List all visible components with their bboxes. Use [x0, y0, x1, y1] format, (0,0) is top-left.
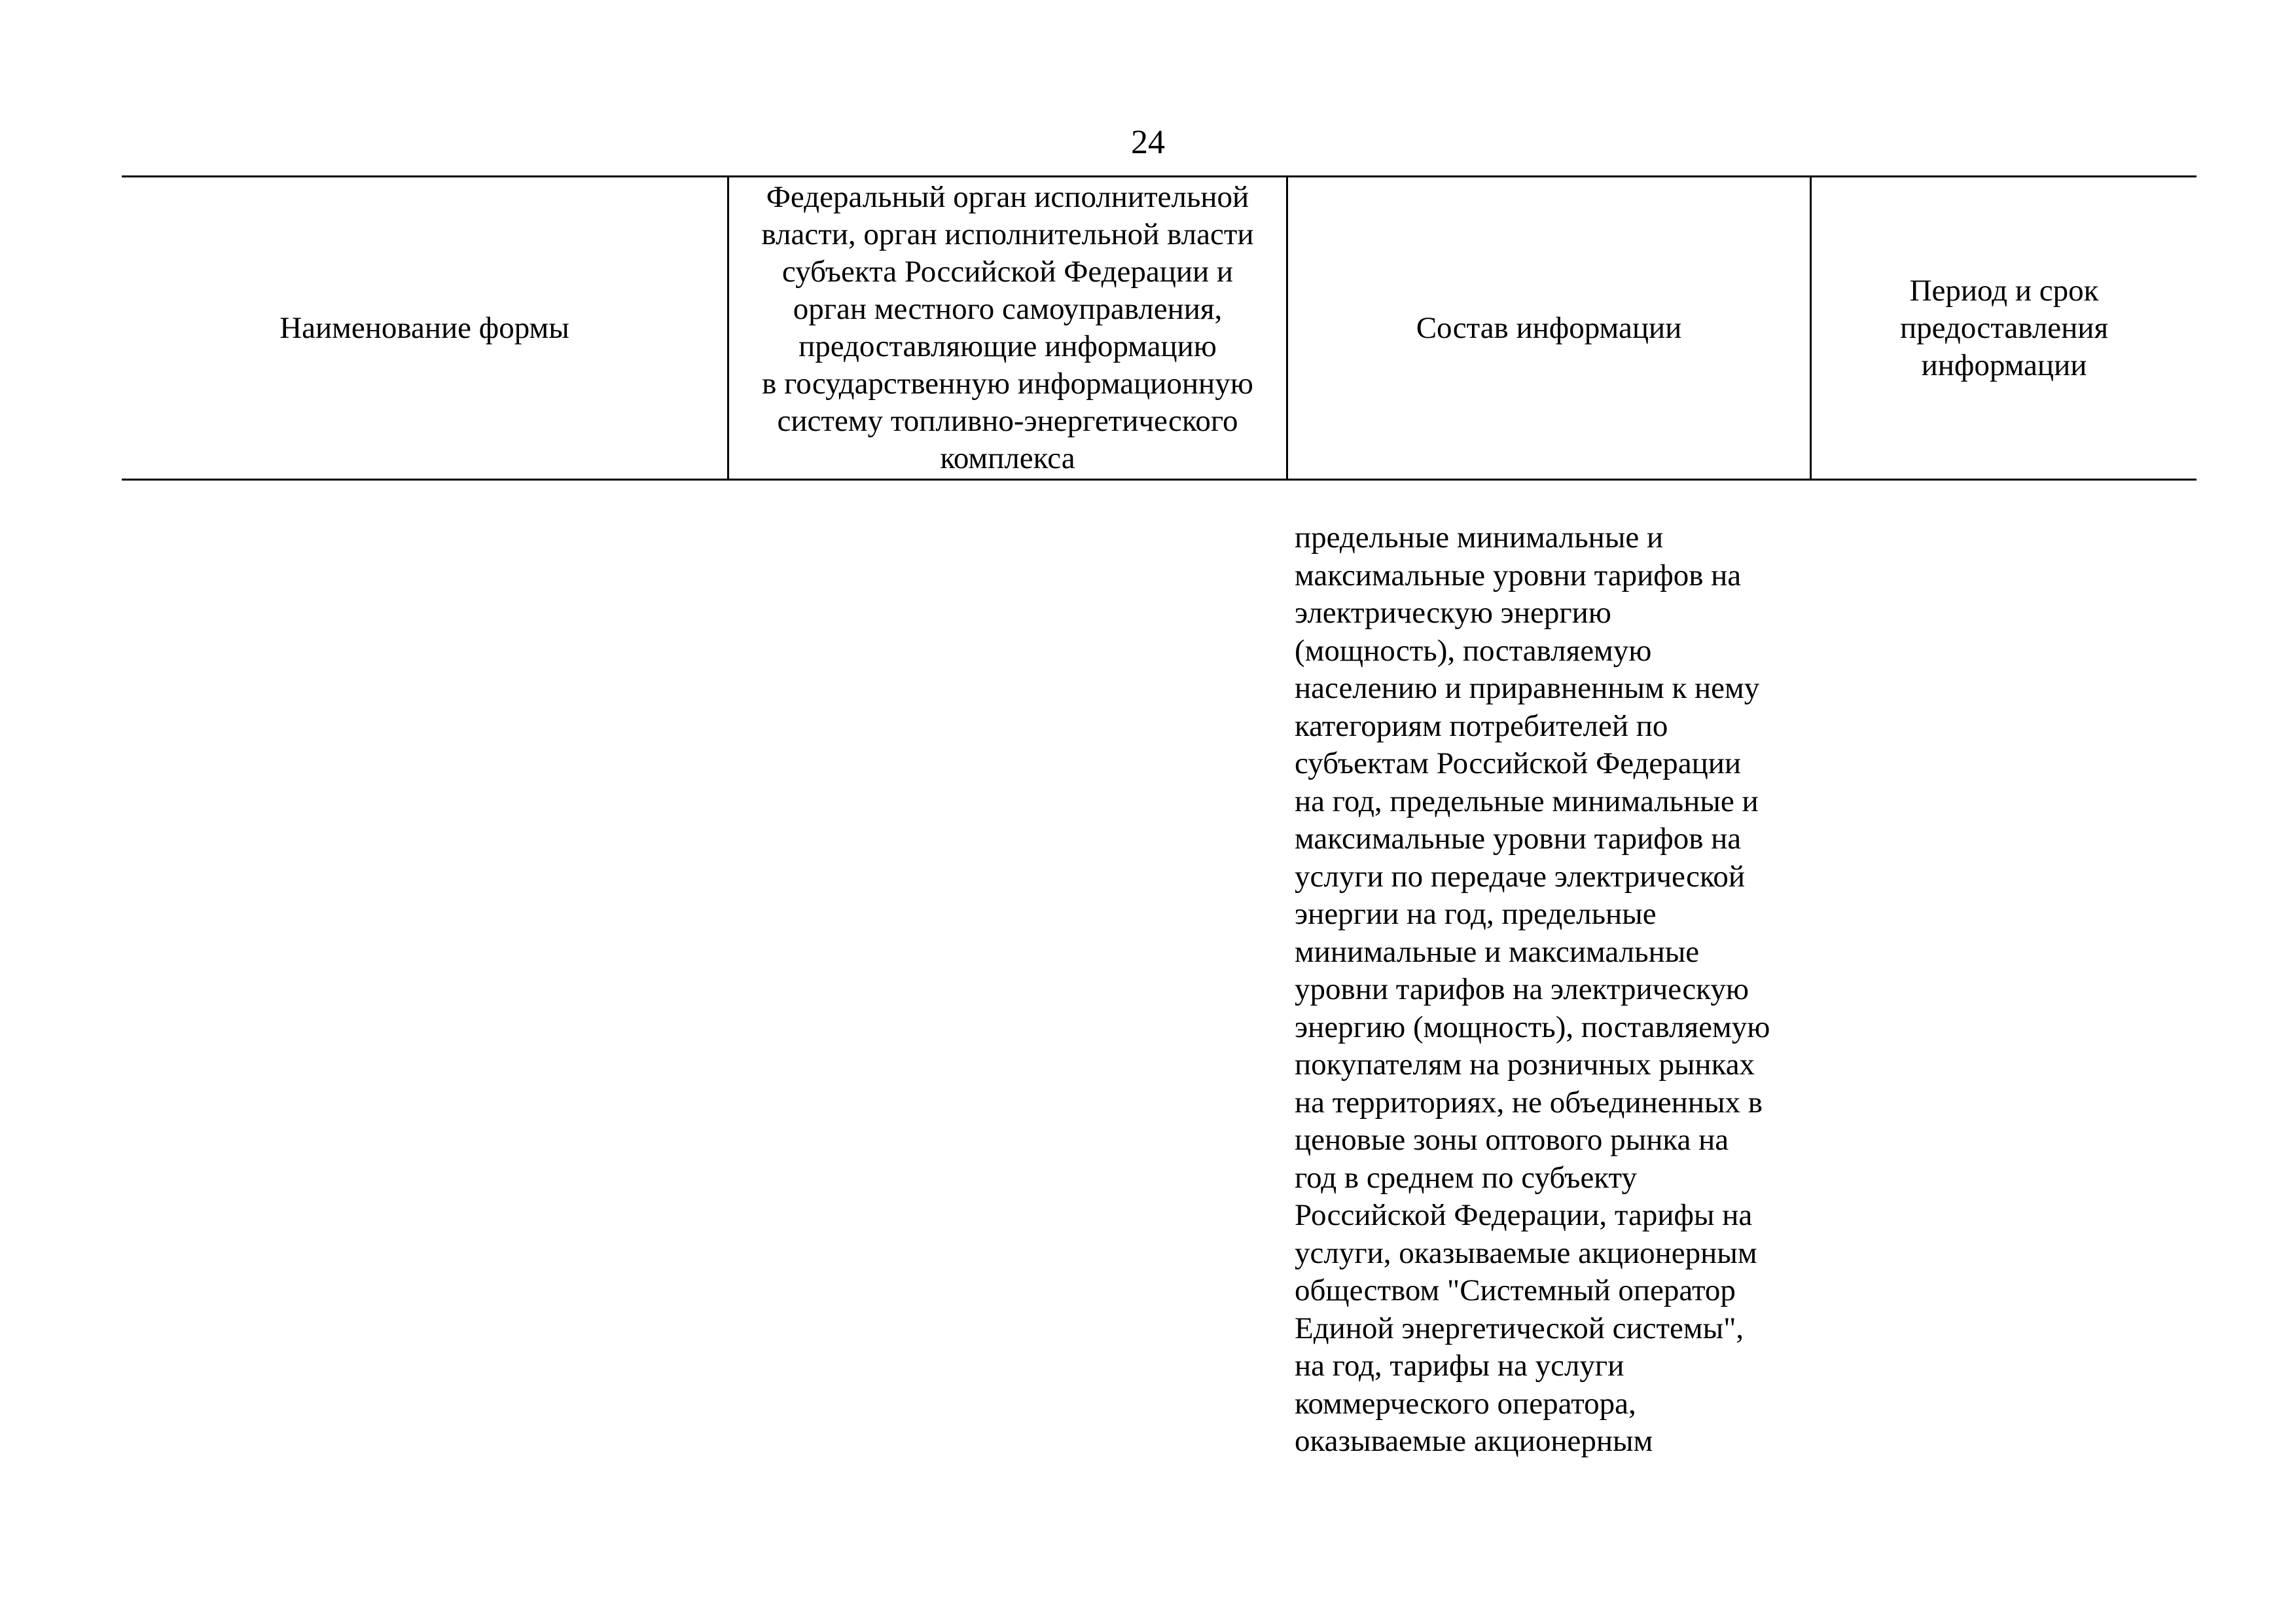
header-cell-composition: [1288, 177, 1810, 479]
page-number: 24: [1131, 124, 1165, 161]
header-cell-authority: [727, 177, 1288, 479]
header-cell-period: [1810, 177, 2197, 479]
header-label-form-name: Наименование формы: [279, 310, 569, 345]
header-cell-form-name: [122, 177, 727, 479]
composition-cell-text: предельные минимальные и максимальные уровни тарифов на электрическую энергию (мощность), поставляемую населению и приравненным к нему категориям потребителей по субъектам Российской Федерации на год, предельные минимальные и максимальные уровни тарифов на услуги по передаче электрической энергии на год, предельные минимальные и максимальные уровни тарифов на электрическую энергию (мощность), поставляемую покупателям на розничных рынках на территориях, не объединенных в ценовые зоны оптового рынка на год в среднем по субъекту Российской Федерации, тарифы на услуги, оказываемые акционерным обществом "Системный оператор Единой энергетической системы", на год, тарифы на услуги коммерческого оператора, оказываемые акционерным: [1295, 520, 1770, 1458]
header-label-period: Период и срок предоставления информации: [1899, 273, 2109, 382]
table-header: [122, 175, 2197, 481]
header-label-composition: Состав информации: [1416, 310, 1682, 345]
header-label-authority: Федеральный орган исполнительной власти, орган исполнительной власти субъекта Российской Федерации и орган местного самоуправления, предоставляющие информацию в государственную информационную систему топливно-энергетического комплекса: [761, 180, 1254, 475]
